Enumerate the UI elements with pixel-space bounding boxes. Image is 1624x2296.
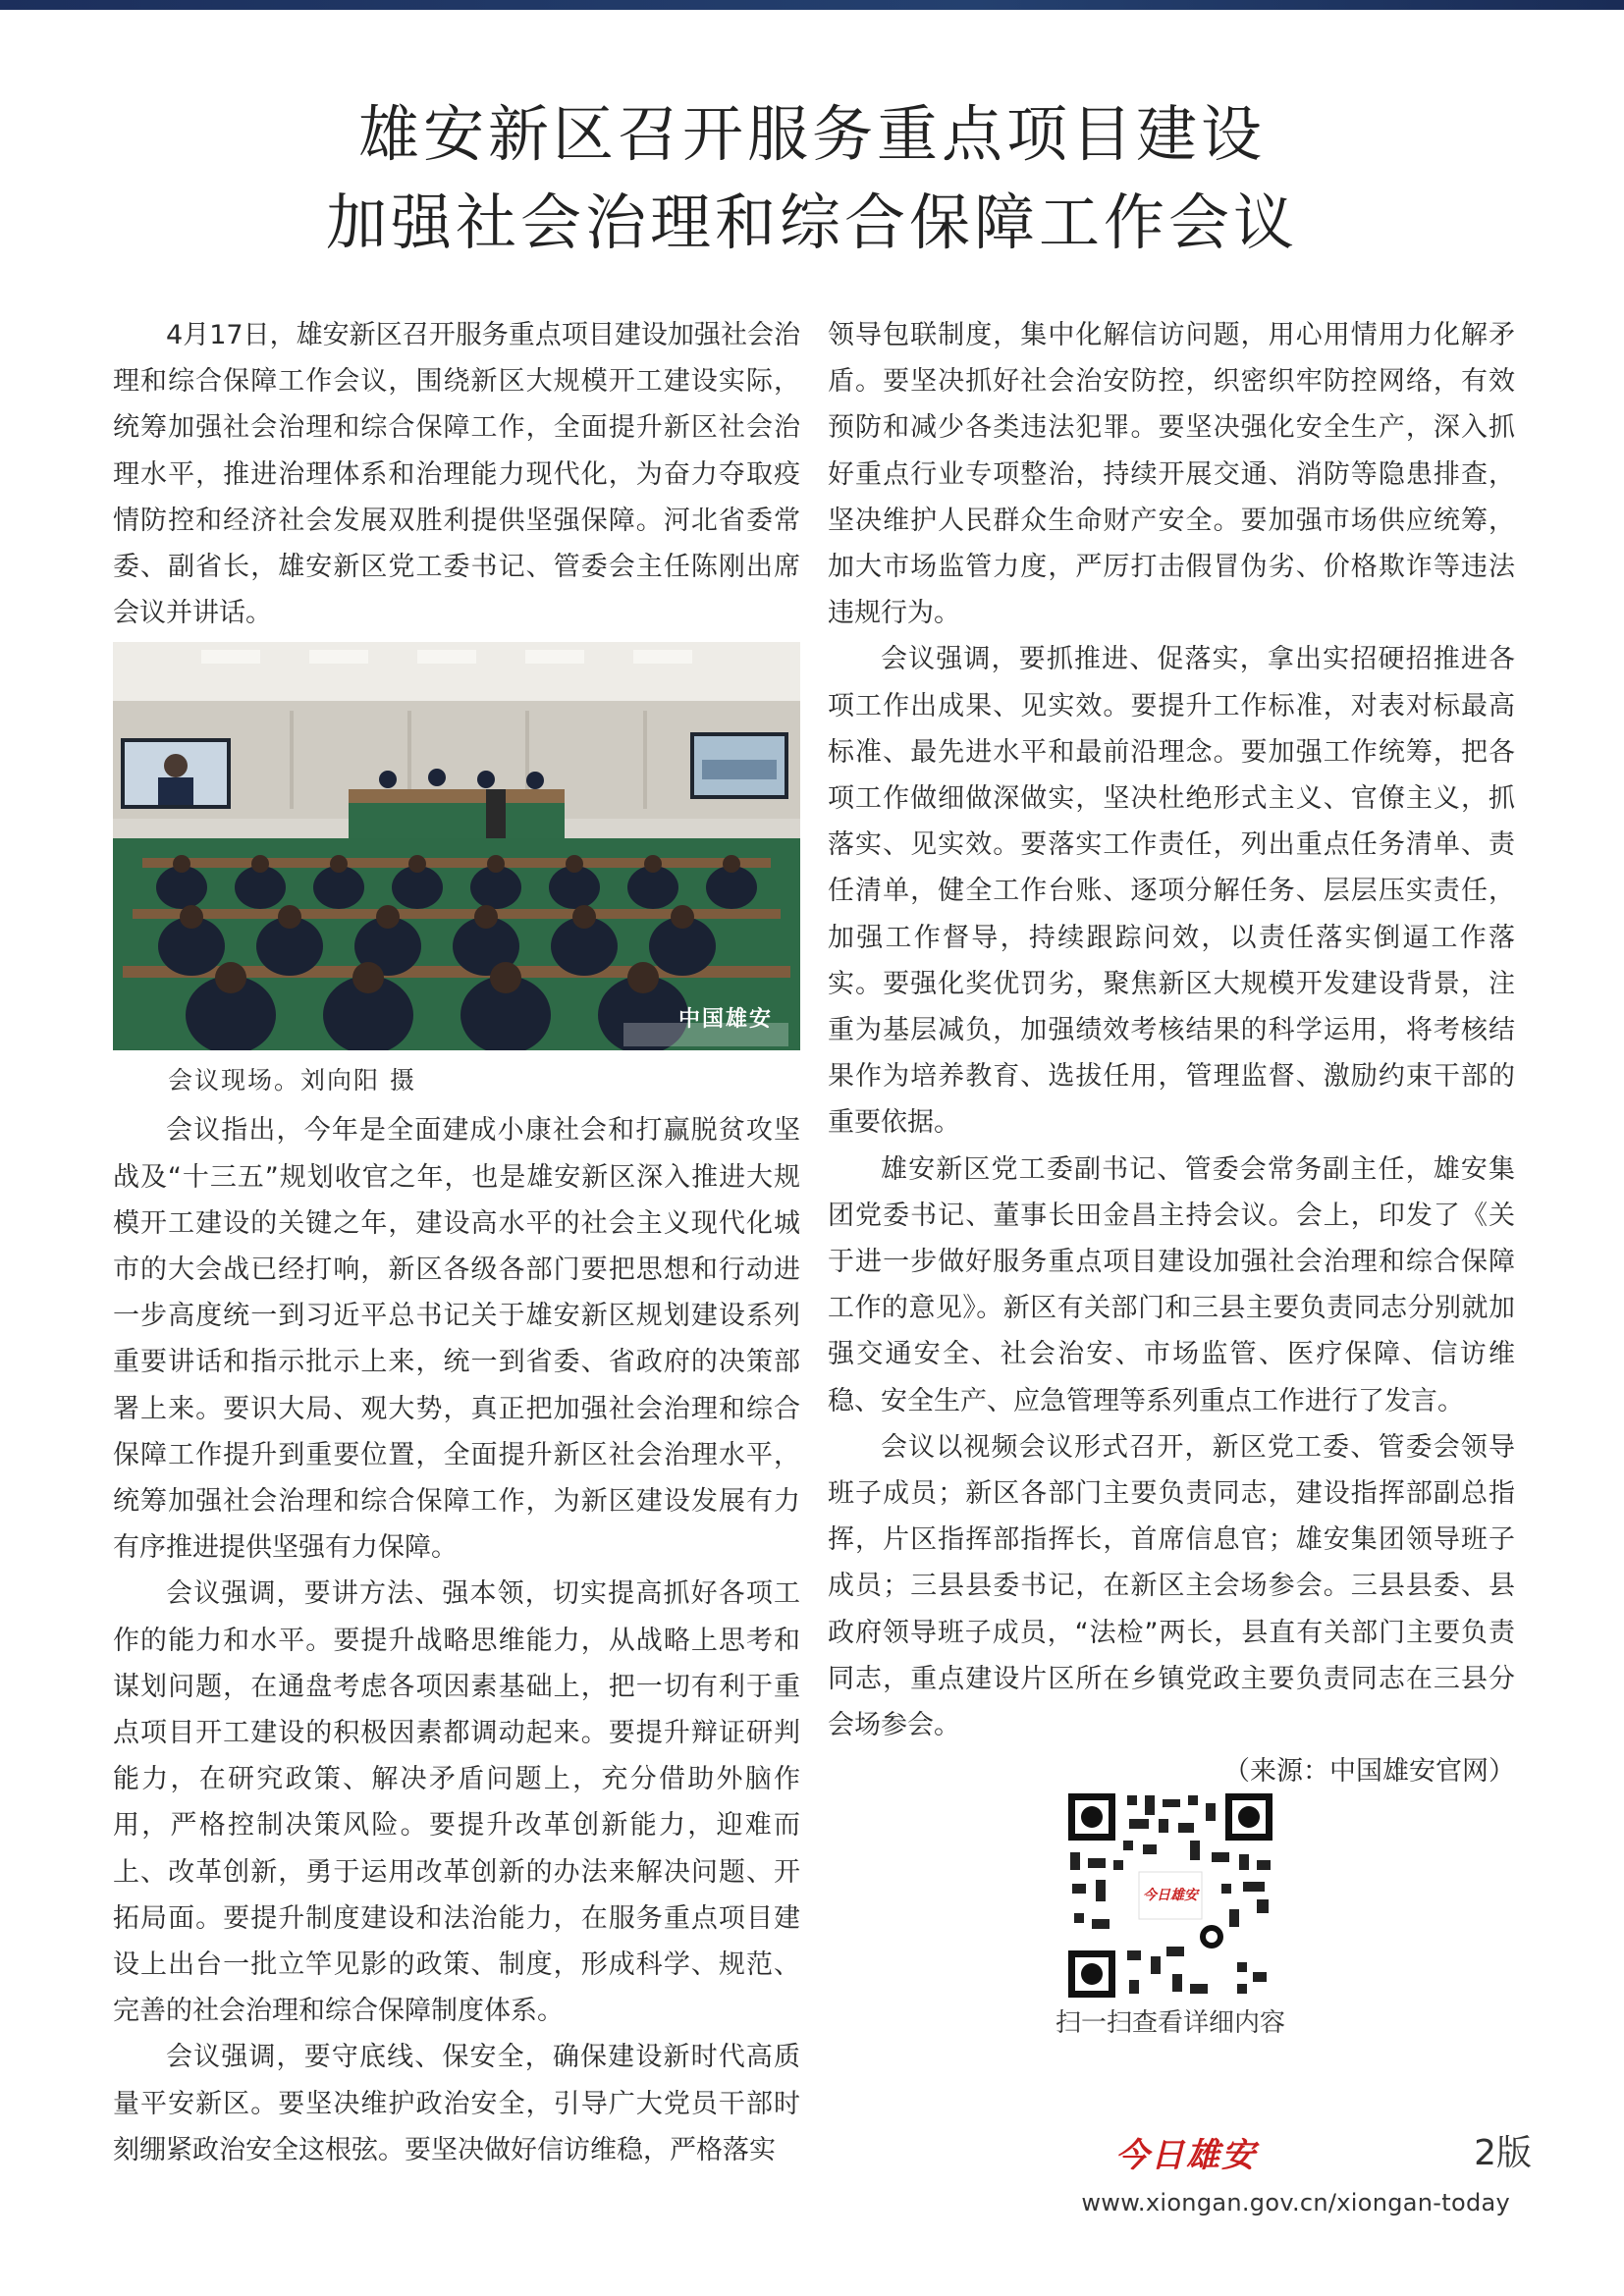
paragraph-format: 会议以视频会议形式召开，新区党工委、管委会领导班子成员；新区各部门主要负责同志，建设指挥部副总指挥，片区指挥部指挥长，首席信息官；雄安集团领导班子成员；三县县委书记，在新区主会场参会。三县县委、县政府领导班子成员，“法检”两长，县直有关部门主要负责同志，重点建设片区所在乡镇党政主要负责同志在三县分会场参会。 — [828, 1431, 1515, 1741]
photo-caption: 会议现场。刘向阳 摄 — [168, 1066, 416, 1095]
qr-code[interactable] — [1064, 1789, 1276, 2002]
qr-block — [1043, 1789, 1298, 2041]
meeting-room-illustration — [113, 642, 800, 1050]
qr-caption: 扫一扫查看详细内容 — [1055, 2008, 1285, 2038]
paragraph-safety: 会议强调，要守底线、保安全，确保建设新时代高质量平安新区。要坚决维护政治安全，引导广大党员干部时刻绷紧政治安全这根弦。要坚决做好信访维稳，严格落实 — [113, 2042, 800, 2165]
paragraph-implementation: 会议强调，要抓推进、促落实，拿出实招硬招推进各项工作出成果、见实效。要提升工作标准，对表对标最高标准、最先进水平和最前沿理念。要加强工作统筹，把各项工作做细做深做实，坚决杜绝形式主义、官僚主义，抓落实、见实效。要落实工作责任，列出重点任务清单、责任清单，健全工作台账、逐项分解任务、层层压实责任，加强工作督导，持续跟踪问效，以责任落实倒逼工作落实。要强化奖优罚劣，聚焦新区大规模开发建设背景，注重为基层减负，加强绩效考核结果的科学运用，将考核结果作为培养教育、选拔任用，管理监督、激励约束干部的重要依据。 — [828, 644, 1515, 1139]
right-column — [828, 312, 1515, 1795]
qr-center-logo: 今日雄安 — [1143, 1888, 1198, 1903]
paragraph-host: 雄安新区党工委副书记、管委会常务副主任，雄安集团党委书记、董事长田金昌主持会议。会上，印发了《关于进一步做好服务重点项目建设加强社会治理和综合保障工作的意见》。新区有关部门和三县主要负责同志分别就加强交通安全、社会治安、市场监管、医疗保障、信访维稳、安全生产、应急管理等系列重点工作进行了发言。 — [828, 1153, 1515, 1416]
newspaper-logo: 今日雄安 — [1115, 2136, 1257, 2175]
paragraph-meeting-points: 会议指出，今年是全面建成小康社会和打赢脱贫攻坚战及“十三五”规划收官之年，也是雄安新区深入推进大规模开工建设的关键之年，建设高水平的社会主义现代化城市的大会战已经打响，新区各级各部门要把思想和行动进一步高度统一到习近平总书记关于雄安新区规划建设系列重要讲话和指示批示上来，统一到省委、省政府的决策部署上来。要识大局、观大势，真正把加强社会治理和综合保障工作提升到重要位置，全面提升新区社会治理水平，统筹加强社会治理和综合保障工作，为新区建设发展有力有序推进提供坚强有力保障。 — [113, 1115, 800, 1564]
article-headline — [0, 90, 1624, 267]
headline-line-1: 雄安新区召开服务重点项目建设 — [357, 98, 1266, 170]
headline-line-2: 加强社会治理和综合保障工作会议 — [325, 187, 1298, 258]
page-number: 2版 — [1474, 2133, 1532, 2173]
website-url[interactable]: www.xiongan.gov.cn/xiongan-today — [1081, 2189, 1510, 2216]
top-banner-bar — [0, 0, 1624, 10]
photo-watermark: 中国雄安 — [677, 1006, 773, 1033]
meeting-photo — [113, 642, 800, 1050]
article-source: （来源：中国雄安官网） — [1223, 1756, 1515, 1788]
left-column — [113, 312, 800, 2173]
paragraph-safety-continued: 领导包联制度，集中化解信访问题，用心用情用力化解矛盾。要坚决抓好社会治安防控，织密织牢防控网络，有效预防和减少各类违法犯罪。要坚决强化安全生产，深入抓好重点行业专项整治，持续开展交通、消防等隐患排查，坚决维护人民群众生命财产安全。要加强市场供应统筹，加大市场监管力度，严厉打击假冒伪劣、价格欺诈等违法违规行为。 — [828, 320, 1515, 629]
paragraph-methods: 会议强调，要讲方法、强本领，切实提高抓好各项工作的能力和水平。要提升战略思维能力，从战略上思考和谋划问题，在通盘考虑各项因素基础上，把一切有利于重点项目开工建设的积极因素都调动起来。要提升辩证研判能力，在研究政策、解决矛盾问题上，充分借助外脑作用，严格控制决策风险。要提升改革创新能力，迎难而上、改革创新，勇于运用改革创新的办法来解决问题、开拓局面。要提升制度建设和法治能力，在服务重点项目建设上出台一批立竿见影的政策、制度，形成科学、规范、完善的社会治理和综合保障制度体系。 — [113, 1578, 800, 2027]
paragraph-intro: 4月17日，雄安新区召开服务重点项目建设加强社会治理和综合保障工作会议，围绕新区大规模开工建设实际，统筹加强社会治理和综合保障工作，全面提升新区社会治理水平，推进治理体系和治理能力现代化，为奋力夺取疫情防控和经济社会发展双胜利提供坚强保障。河北省委常委、副省长，雄安新区党工委书记、管委会主任陈刚出席会议并讲话。 — [113, 320, 800, 629]
